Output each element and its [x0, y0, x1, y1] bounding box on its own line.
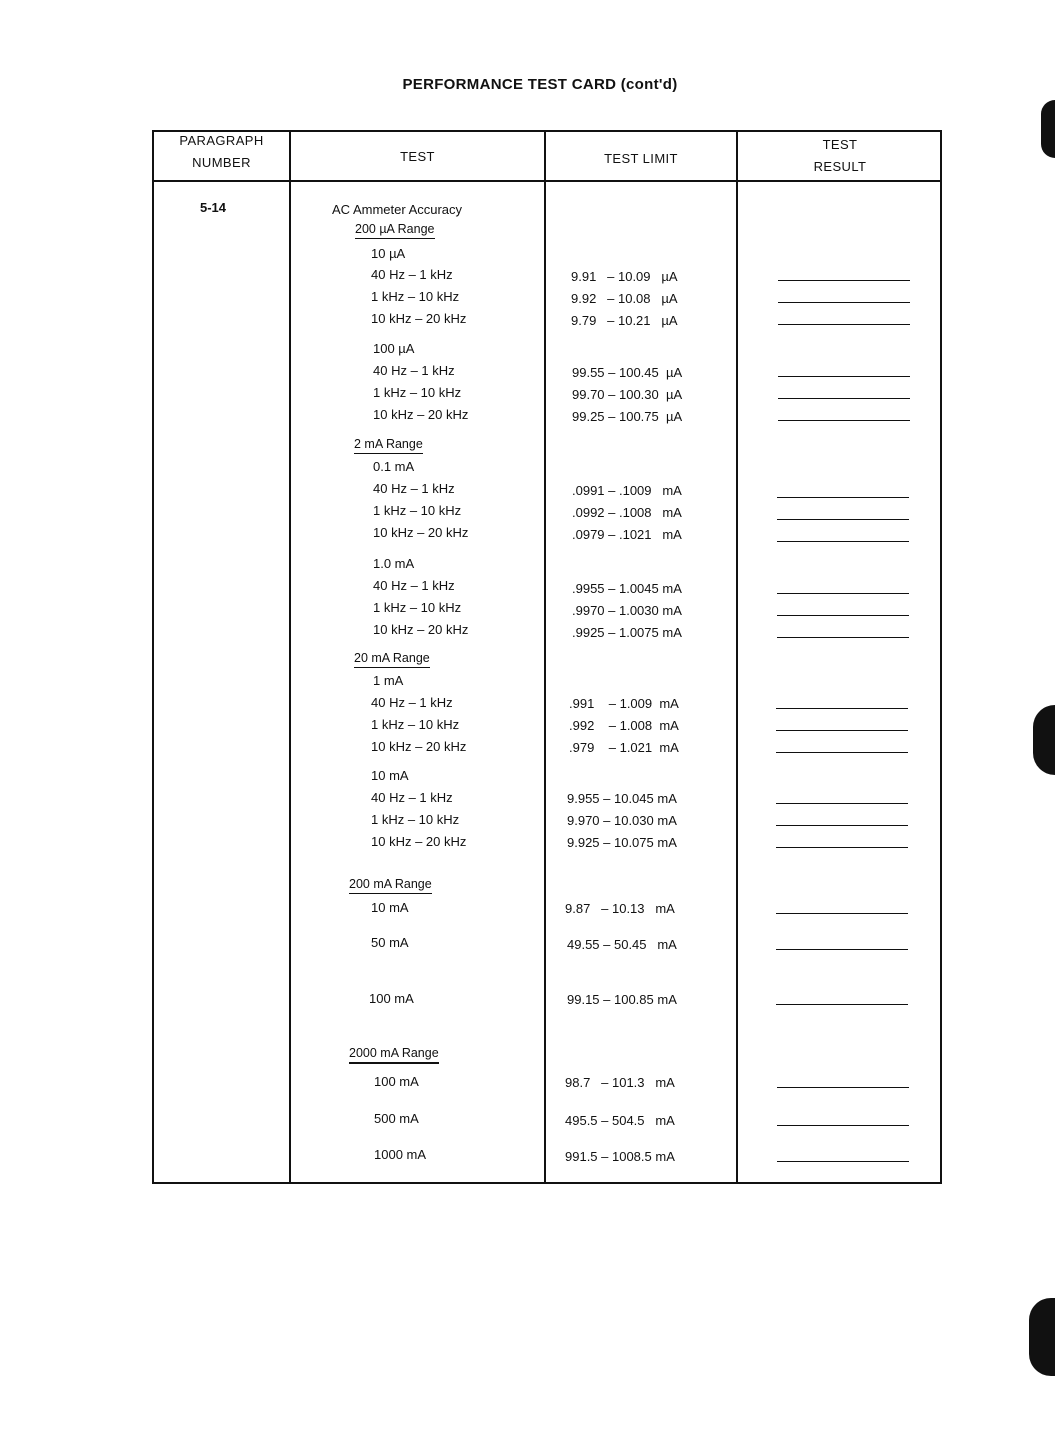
- result-entry-line: [778, 302, 910, 303]
- test-frequency: 40 Hz – 1 kHz: [373, 578, 455, 593]
- binder-hole-mark: [1033, 705, 1055, 775]
- test-limit-value: .0979 – .1021 mA: [572, 527, 682, 542]
- test-limit-value: 9.92 – 10.08 µA: [571, 291, 678, 306]
- binder-hole-mark: [1029, 1298, 1055, 1376]
- test-limit-value: 9.925 – 10.075 mA: [567, 835, 677, 850]
- amount-label: 100 µA: [373, 341, 415, 356]
- test-amount: 1000 mA: [374, 1147, 427, 1162]
- test-frequency: 40 Hz – 1 kHz: [373, 481, 455, 496]
- range-heading: 2000 mA Range: [349, 1046, 439, 1064]
- test-limit-value: .0991 – .1009 mA: [572, 483, 682, 498]
- test-frequency: 40 Hz – 1 kHz: [371, 267, 453, 282]
- amount-label: 10 µA: [371, 246, 406, 261]
- test-frequency: 10 kHz – 20 kHz: [371, 834, 467, 849]
- test-limit-value: .9955 – 1.0045 mA: [572, 581, 682, 596]
- test-frequency: 1 kHz – 10 kHz: [373, 503, 462, 518]
- header-test-result: [738, 134, 942, 178]
- header-test-limit: TEST LIMIT: [604, 151, 678, 166]
- test-frequency: 1 kHz – 10 kHz: [371, 812, 460, 827]
- result-entry-line: [777, 593, 909, 594]
- test-limit-value: .9970 – 1.0030 mA: [572, 603, 682, 618]
- result-entry-line: [778, 324, 910, 325]
- test-frequency: 10 kHz – 20 kHz: [373, 525, 469, 540]
- test-limit-value: 9.87 – 10.13 mA: [565, 901, 675, 916]
- test-limit-value: 9.91 – 10.09 µA: [571, 269, 678, 284]
- header-result-line2: RESULT: [813, 159, 867, 174]
- test-limit-value: 98.7 – 101.3 mA: [565, 1075, 675, 1090]
- amount-label: 10 mA: [371, 768, 409, 783]
- page-title: PERFORMANCE TEST CARD (cont'd): [402, 76, 678, 93]
- result-entry-line: [776, 708, 908, 709]
- header-result-line1: TEST: [822, 137, 858, 152]
- test-amount: 100 mA: [374, 1074, 419, 1089]
- test-frequency: 1 kHz – 10 kHz: [371, 289, 460, 304]
- test-frequency: 10 kHz – 20 kHz: [373, 622, 469, 637]
- column-divider: [289, 132, 291, 1182]
- range-heading: 200 mA Range: [349, 877, 432, 894]
- test-limit-value: .979 – 1.021 mA: [569, 740, 679, 755]
- column-divider: [736, 132, 738, 1182]
- test-limit-value: .992 – 1.008 mA: [569, 718, 679, 733]
- result-entry-line: [778, 420, 910, 421]
- test-amount: 500 mA: [374, 1111, 419, 1126]
- result-entry-line: [777, 1125, 909, 1126]
- range-heading: 200 µA Range: [355, 222, 435, 239]
- header-test: TEST: [400, 149, 435, 164]
- test-limit-value: 99.25 – 100.75 µA: [572, 409, 683, 424]
- test-frequency: 10 kHz – 20 kHz: [371, 311, 467, 326]
- result-entry-line: [776, 825, 908, 826]
- test-limit-value: 495.5 – 504.5 mA: [565, 1113, 675, 1128]
- result-entry-line: [777, 1087, 909, 1088]
- test-limit-value: 99.15 – 100.85 mA: [567, 992, 677, 1007]
- result-entry-line: [778, 280, 910, 281]
- result-entry-line: [778, 376, 910, 377]
- test-amount: 100 mA: [369, 991, 414, 1006]
- amount-label: 1 mA: [373, 673, 404, 688]
- test-frequency: 40 Hz – 1 kHz: [371, 695, 453, 710]
- test-limit-value: .991 – 1.009 mA: [569, 696, 679, 711]
- range-heading: 2 mA Range: [354, 437, 423, 454]
- result-entry-line: [776, 949, 908, 950]
- test-frequency: 1 kHz – 10 kHz: [371, 717, 460, 732]
- test-frequency: 1 kHz – 10 kHz: [373, 600, 462, 615]
- test-frequency: 10 kHz – 20 kHz: [373, 407, 469, 422]
- result-entry-line: [776, 803, 908, 804]
- paragraph-number: 5-14: [200, 200, 227, 215]
- result-entry-line: [777, 497, 909, 498]
- result-entry-line: [777, 519, 909, 520]
- test-limit-value: 991.5 – 1008.5 mA: [565, 1149, 675, 1164]
- result-entry-line: [776, 1004, 908, 1005]
- result-entry-line: [777, 1161, 909, 1162]
- result-entry-line: [777, 541, 909, 542]
- test-card-table: [152, 130, 942, 1184]
- result-entry-line: [776, 847, 908, 848]
- result-entry-line: [776, 913, 908, 914]
- result-entry-line: [778, 398, 910, 399]
- header-paragraph-number: [154, 130, 289, 174]
- result-entry-line: [777, 637, 909, 638]
- test-frequency: 1 kHz – 10 kHz: [373, 385, 462, 400]
- test-amount: 10 mA: [371, 900, 409, 915]
- header-paragraph-line1: PARAGRAPH: [179, 133, 264, 148]
- test-frequency: 40 Hz – 1 kHz: [373, 363, 455, 378]
- range-heading: 20 mA Range: [354, 651, 430, 668]
- test-limit-value: 99.70 – 100.30 µA: [572, 387, 683, 402]
- test-limit-value: 9.955 – 10.045 mA: [567, 791, 677, 806]
- amount-label: 0.1 mA: [373, 459, 415, 474]
- test-limit-value: .9925 – 1.0075 mA: [572, 625, 682, 640]
- test-limit-value: 49.55 – 50.45 mA: [567, 937, 677, 952]
- result-entry-line: [776, 730, 908, 731]
- result-entry-line: [777, 615, 909, 616]
- header-divider: [154, 180, 940, 182]
- test-limit-value: 9.79 – 10.21 µA: [571, 313, 678, 328]
- column-divider: [544, 132, 546, 1182]
- result-entry-line: [776, 752, 908, 753]
- binder-hole-mark: [1041, 100, 1055, 158]
- section-title: AC Ammeter Accuracy: [332, 202, 463, 217]
- test-frequency: 40 Hz – 1 kHz: [371, 790, 453, 805]
- header-paragraph-line2: NUMBER: [192, 155, 251, 170]
- test-frequency: 10 kHz – 20 kHz: [371, 739, 467, 754]
- test-amount: 50 mA: [371, 935, 409, 950]
- amount-label: 1.0 mA: [373, 556, 415, 571]
- test-limit-value: 9.970 – 10.030 mA: [567, 813, 677, 828]
- test-limit-value: 99.55 – 100.45 µA: [572, 365, 683, 380]
- test-limit-value: .0992 – .1008 mA: [572, 505, 682, 520]
